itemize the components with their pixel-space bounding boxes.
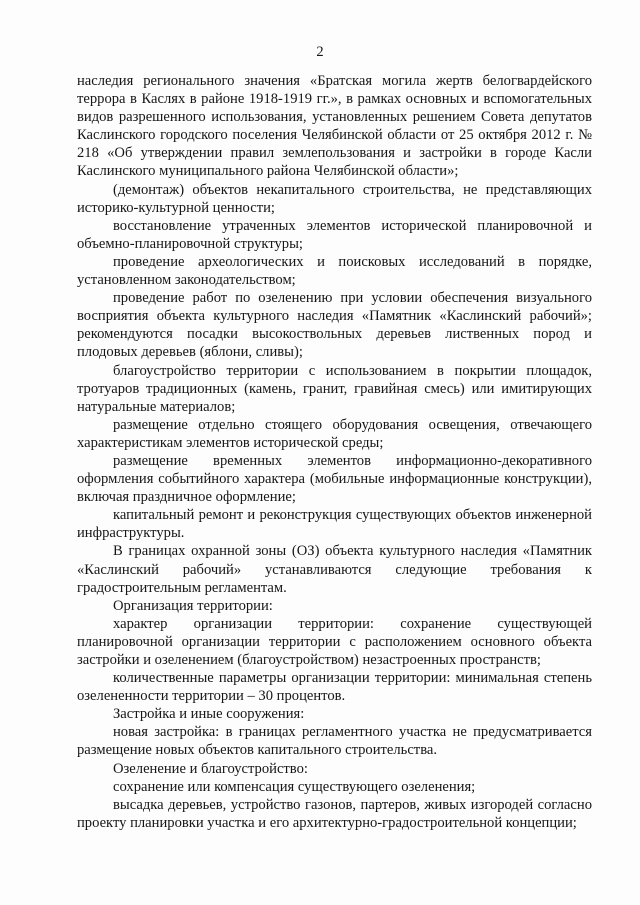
- paragraph-territory-parameters: количественные параметры организации территории: минимальная степень озелененности территории – 30 процентов.: [77, 670, 592, 705]
- paragraph-territory-heading: Организация территории:: [113, 597, 273, 614]
- paragraph-landscaping: благоустройство территории с использованием в покрытии площадок, тротуаров традиционных (камень, гранит, гравийная смесь) или имитирующих натуральные материалов;: [77, 362, 592, 415]
- paragraph-dismantling: (демонтаж) объектов некапитального строительства, не представляющих историко-культурной ценности;: [77, 181, 592, 216]
- paragraph-protection-zone: В границах охранной зоны (ОЗ) объекта культурного наследия «Памятник «Каслинский рабочий» устанавливаются следующие требования к градостроительным регламентам.: [77, 543, 592, 596]
- paragraph-building-heading: Застройка и иные сооружения:: [113, 706, 305, 723]
- document-body: [77, 72, 592, 832]
- paragraph-infrastructure: капитальный ремонт и реконструкция существующих объектов инженерной инфраструктуры.: [77, 507, 592, 542]
- paragraph-greening-heading: Озеленение и благоустройство:: [113, 760, 308, 777]
- paragraph-new-building: новая застройка: в границах регламентного участка не предусматривается размещение новых объектов капитального строительства.: [77, 724, 592, 759]
- paragraph-greening-preservation: сохранение или компенсация существующего озеленения;: [113, 778, 476, 795]
- paragraph-restoration: восстановление утраченных элементов исторической планировочной и объемно-планировочной структуры;: [77, 217, 592, 252]
- paragraph-territory-character: характер организации территории: сохранение существующей планировочной организации территории с расположением основного объекта застройки и озеленением (благоустройством) незастроенных пространств;: [77, 615, 592, 668]
- paragraph-archaeology: проведение археологических и поисковых исследований в порядке, установленном законодательством;: [77, 253, 592, 289]
- page-number: 2: [316, 44, 324, 60]
- paragraph-greening-works: проведение работ по озеленению при условии обеспечения визуального восприятия объекта культурного наследия «Памятник «Каслинский рабочий»; рекомендуются посадки высокоствольных деревьев лиственных пород и плодовых деревьев (яблони, сливы);: [77, 290, 592, 361]
- paragraph-heritage-cemetery: наследия регионального значения «Братская могила жертв белогвардейского террора в Каслях в районе 1918-1919 гг.», в рамках основных и вспомогательных видов разрешенного использования, установленных решением Совета депутатов Каслинского городского поселения Челябинской области от 25 октября 2012 г. № 218 «Об утверждении правил землепользования и застройки в городе Касли Каслинского муниципального района Челябинской области»;: [77, 73, 592, 180]
- paragraph-planting: высадка деревьев, устройство газонов, партеров, живых изгородей согласно проекту планировки участка и его архитектурно-градостроительной концепции;: [77, 796, 592, 831]
- paragraph-lighting: размещение отдельно стоящего оборудования освещения, отвечающего характеристикам элементов исторической среды;: [77, 416, 592, 451]
- paragraph-temporary-decor: размещение временных элементов информационно-декоративного оформления событийного характера (мобильные информационные конструкции), включая праздничное оформление;: [77, 452, 592, 506]
